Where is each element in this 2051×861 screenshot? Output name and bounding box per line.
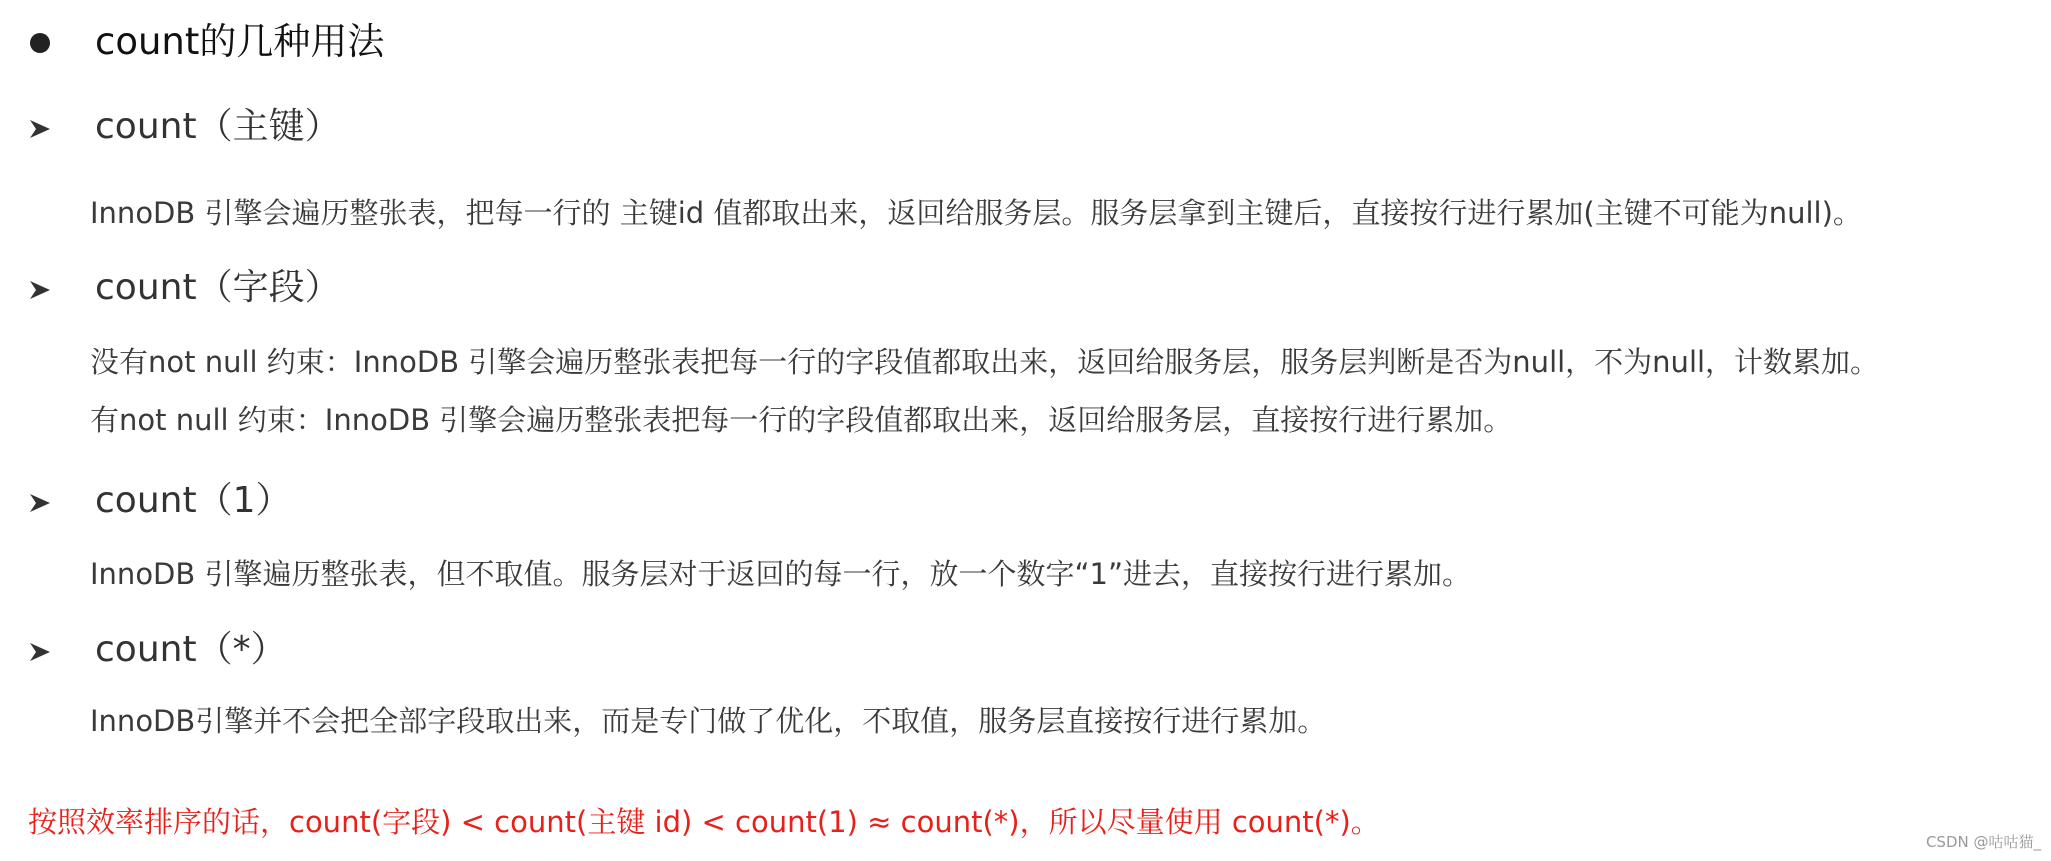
section-heading-primary-key: count（主键）: [95, 106, 341, 147]
section-heading-star: count（*）: [95, 629, 287, 670]
csdn-watermark: CSDN @咕咕猫_: [1925, 833, 2041, 851]
section-text-primary-key: InnoDB 引擎会遍历整张表，把每一行的 主键id 值都取出来，返回给服务层。服务层拿到主键后，直接按行进行累加(主键不可能为null)。: [90, 196, 1862, 230]
section-heading-field: count（字段）: [95, 267, 341, 308]
section-text-one: InnoDB 引擎遍历整张表，但不取值。服务层对于返回的每一行，放一个数字“1”进去，直接按行进行累加。: [90, 557, 1471, 591]
arrow-bullet-icon: [28, 640, 52, 664]
section-text-star: InnoDB引擎并不会把全部字段取出来，而是专门做了优化，不取值，服务层直接按行进行累加。: [90, 704, 1327, 738]
arrow-bullet-icon: [28, 278, 52, 302]
efficiency-conclusion: 按照效率排序的话，count(字段) < count(主键 id) < count(1) ≈ count(*)，所以尽量使用 count(*)。: [28, 805, 1380, 839]
page-title: count的几种用法: [95, 20, 385, 63]
section-text-field-nullable: 没有not null 约束：InnoDB 引擎会遍历整张表把每一行的字段值都取出来，返回给服务层，服务层判断是否为null，不为null，计数累加。: [90, 345, 1880, 379]
section-text-field-not-null: 有not null 约束：InnoDB 引擎会遍历整张表把每一行的字段值都取出来，返回给服务层，直接按行进行累加。: [90, 403, 1513, 437]
title-bullet-icon: [30, 33, 50, 53]
section-heading-one: count（1）: [95, 480, 292, 521]
arrow-bullet-icon: [28, 117, 52, 141]
arrow-bullet-icon: [28, 491, 52, 515]
